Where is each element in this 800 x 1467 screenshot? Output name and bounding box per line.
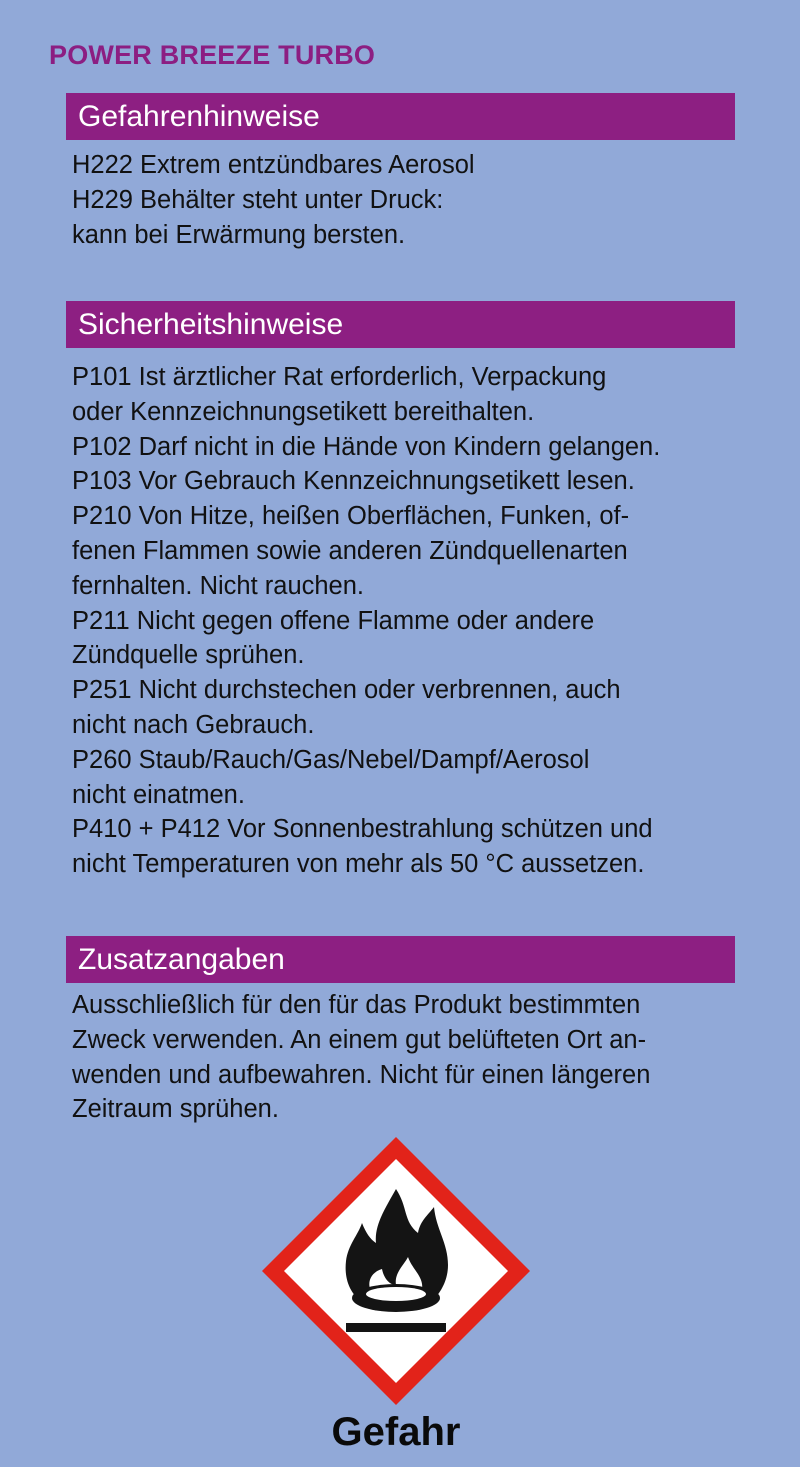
text-line: H222 Extrem entzündbares Aerosol <box>72 151 475 179</box>
text-line: fernhalten. Nicht rauchen. <box>72 571 365 600</box>
additional-information-text <box>72 988 742 1127</box>
text-line: fenen Flammen sowie anderen Zündquellenarten <box>72 536 628 565</box>
text-line: nicht einatmen. <box>72 780 245 809</box>
text-line: P102 Darf nicht in die Hände von Kindern gelangen. <box>72 432 661 461</box>
text-line: kann bei Erwärmung bersten. <box>72 220 406 249</box>
text-line: P103 Vor Gebrauch Kennzeichnungsetikett lesen. <box>72 467 635 496</box>
text-line: P210 Von Hitze, heißen Oberflächen, Funken, of- <box>72 502 630 531</box>
text-line: nicht nach Gebrauch. <box>72 710 315 739</box>
signal-word: Gefahr <box>331 1410 461 1454</box>
precautionary-statements-text <box>72 360 742 882</box>
text-line: nicht Temperaturen von mehr als 50 °C aussetzen. <box>72 850 645 879</box>
hazard-statements-text <box>72 148 742 252</box>
product-title: POWER BREEZE TURBO <box>49 40 376 70</box>
text-line: Ausschließlich für den für das Produkt bestimmten <box>72 991 641 1019</box>
precautionary-statements-header: Sicherheitshinweise <box>66 301 735 348</box>
text-line: P211 Nicht gegen offene Flamme oder andere <box>72 606 595 635</box>
text-line: Zeitraum sprühen. <box>72 1095 279 1124</box>
ghs02-flame-icon <box>258 1133 534 1409</box>
text-line: P410 + P412 Vor Sonnenbestrahlung schützen und <box>72 815 653 844</box>
text-line: oder Kennzeichnungsetikett bereithalten. <box>72 397 535 426</box>
hazard-statements-header: Gefahrenhinweise <box>66 93 735 140</box>
text-line: P101 Ist ärztlicher Rat erforderlich, Verpackung <box>72 363 607 391</box>
text-line: wenden und aufbewahren. Nicht für einen längeren <box>72 1060 651 1089</box>
text-line: P251 Nicht durchstechen oder verbrennen, auch <box>72 676 621 705</box>
text-line: Zweck verwenden. An einem gut belüfteten Ort an- <box>72 1025 647 1054</box>
text-line: P260 Staub/Rauch/Gas/Nebel/Dampf/Aerosol <box>72 745 590 774</box>
text-line: Zündquelle sprühen. <box>72 641 305 670</box>
additional-information-header: Zusatzangaben <box>66 936 735 983</box>
text-line: H229 Behälter steht unter Druck: <box>72 185 444 214</box>
